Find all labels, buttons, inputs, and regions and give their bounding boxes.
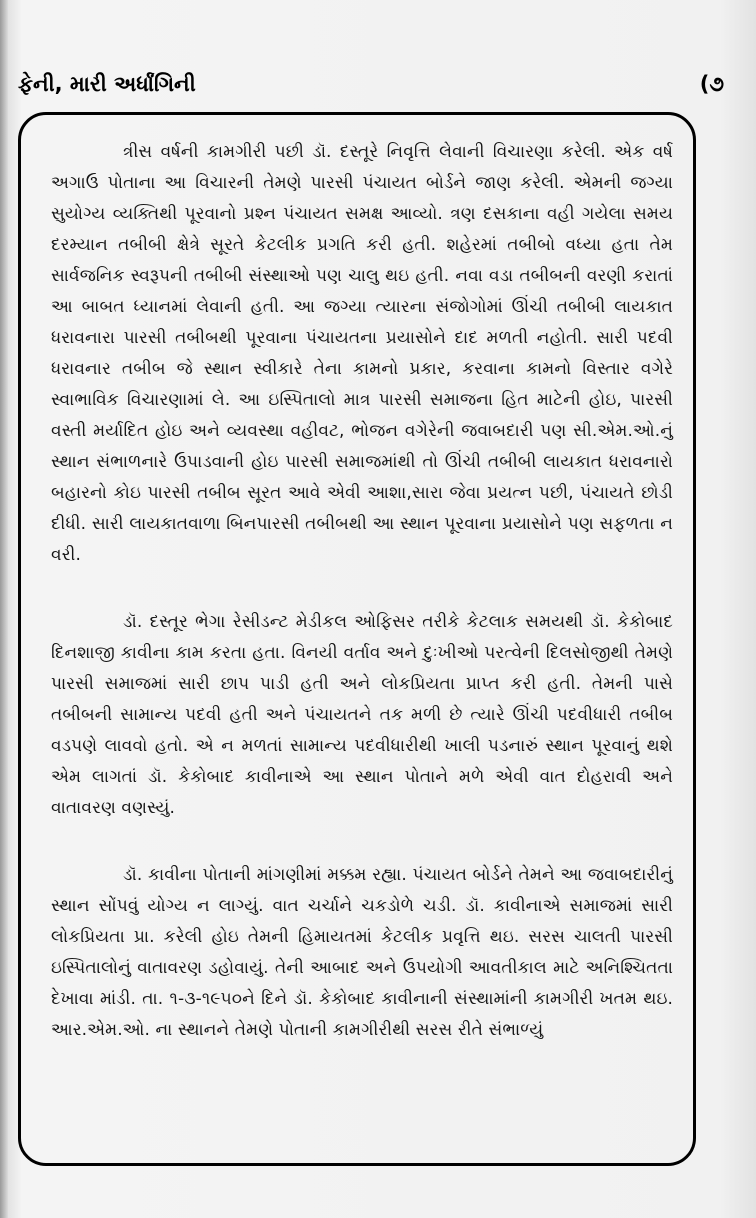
paragraph-3: ડૉ. કાવીના પોતાની માંગણીમાં મક્કમ રહ્યા. પંચાયત બોર્ડને તેમને આ જવાબદારીનું સ્થાન સોંપવું યોગ્ય ન લાગ્યું. વાત ચર્ચાને ચકડોળે ચડી. ડૉ. કાવીનાએ સમાજમાં સારી લોકપ્રિયતા પ્રા. કરેલી હોઇ તેમની હિમાયતમાં કેટલીક પ્રવૃત્તિ થઇ. સરસ ચાલતી પારસી ઇસ્પિતાલોનું વાતાવરણ ડહોવાયું. તેની આબાદ અને ઉપયોગી આવતીકાલ માટે અનિશ્ચિતતા દેખાવા માંડી. તા. ૧-૩-૧૯૫૦ને દિને ડૉ. કેકોબાદ કાવીનાની સંસ્થામાંની કામગીરી ખતમ થઇ. આર.એમ.ઓ. ના સ્થાનને તેમણે પોતાની કામગીરીથી સરસ રીતે સંભાળ્યું [51,865,673,1040]
running-title: ફેની, મારી અર્ધાંગિની [18,72,196,96]
paragraph-2: ડૉ. દસ્તૂર ભેગા રેસીડન્ટ મેડીકલ ઓફિસર તરીકે કેટલાક સમયથી ડૉ. કેકોબાદ દિનશાજી કાવીના કામ કરતા હતા. વિનયી વર્તાવ અને દુઃખીઓ પરત્વેની દિલસોજીથી તેમણે પારસી સમાજમાં સારી છાપ પાડી હતી અને લોકપ્રિયતા પ્રાપ્ત કરી હતી. તેમની પાસે તબીબની સામાન્ય પદવી હતી અને પંચાયતને તક મળી છે ત્યારે ઊંચી પદવીધારી તબીબ વડપણે લાવવો હતો. એ ન મળતાં સામાન્ય પદવીધારીથી ખાલી પડનારું સ્થાન પૂરવાનું થશે એમ લાગતાં ડૉ. કેકોબાદ કાવીનાએ આ સ્થાન પોતાને મળે એવી વાત દોહરાવી અને વાતાવરણ વણસ્યું. [51,612,673,818]
paragraph-1: ત્રીસ વર્ષની કામગીરી પછી ડૉ. દસ્તૂરે નિવૃત્તિ લેવાની વિચારણા કરેલી. એક વર્ષ અગાઉ પોતાના આ વિચારની તેમણે પારસી પંચાયત બોર્ડને જાણ કરેલી. એમની જગ્યા સુયોગ્ય વ્યક્તિથી પૂરવાનો પ્રશ્ન પંચાયત સમક્ષ આવ્યો. ત્રણ દસકાના વહી ગયેલા સમય દરમ્યાન તબીબી ક્ષેત્રે સૂરતે કેટલીક પ્રગતિ કરી હતી. શહેરમાં તબીબો વધ્યા હતા તેમ સાર્વજનિક સ્વરૂપની તબીબી સંસ્થાઓ પણ ચાલુ થઇ હતી. નવા વડા તબીબની વરણી કરાતાં આ બાબત ધ્યાનમાં લેવાની હતી. આ જગ્યા ત્યારના સંજોગોમાં ઊંચી તબીબી લાયકાત ધરાવનારા પારસી તબીબથી પૂરવાના પંચાયતના પ્રયાસોને દાદ મળતી નહોતી. સારી પદવી ધરાવનાર તબીબ જે સ્થાન સ્વીકારે તેના કામનો પ્રકાર, કરવાના કામનો વિસ્તાર વગેરે સ્વાભાવિક વિચારણામાં લે. આ ઇસ્પિતાલો માત્ર પારસી સમાજના હિત માટેની હોઇ, પારસી વસ્તી મર્યાદિત હોઇ અને વ્યવસ્થા વહીવટ, ભોજન વગેરેની જવાબદારી પણ સી.એમ.ઓ.નું સ્થાન સંભાળનારે ઉપાડવાની હોઇ પારસી સમાજમાંથી તો ઊંચી તબીબી લાયકાત ધરાવનારો બહારનો કોઇ પારસી તબીબ સૂરત આવે એવી આશા,સારા જેવા પ્રયત્ન પછી, પંચાયતે છોડી દીધી. સારી લાયકાતવાળા બિનપારસી તબીબથી આ સ્થાન પૂરવાના પ્રયાસોને પણ સફળતા ન વરી. [51,142,673,565]
text-body [51,137,673,1046]
page-header [18,70,724,106]
book-spine-shadow [0,0,8,1218]
text-frame [18,112,696,1166]
page-number: (૭ [699,72,724,96]
